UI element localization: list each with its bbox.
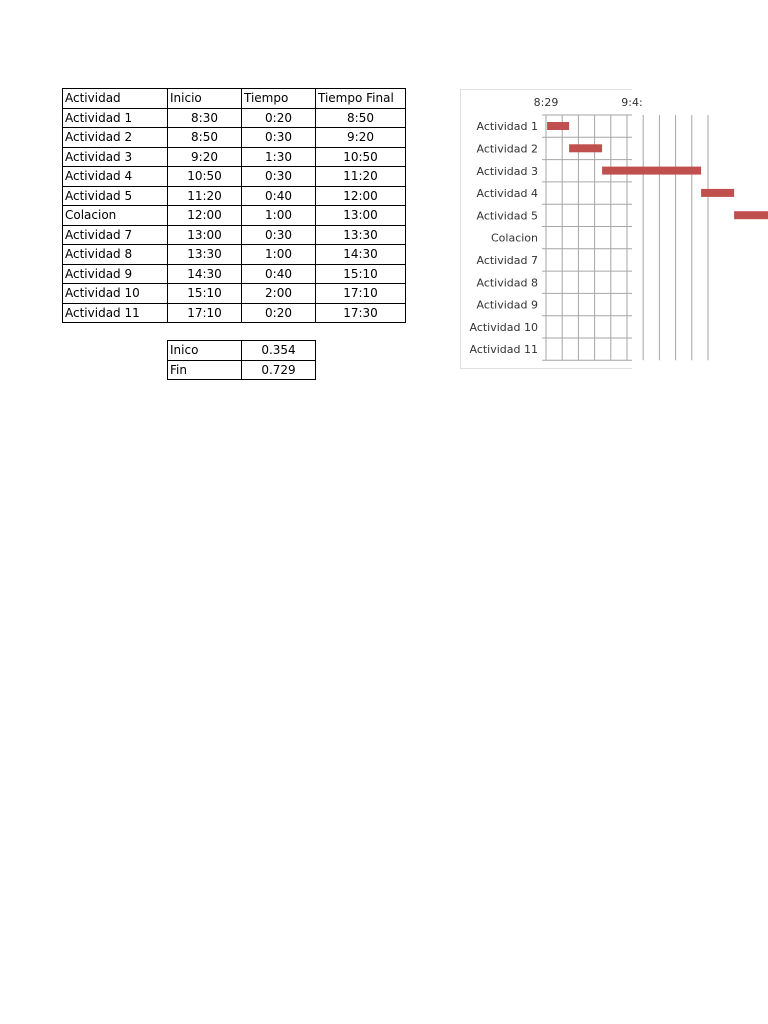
table-cell[interactable]: 14:30 [316, 245, 406, 265]
gantt-category-label: Colacion [490, 231, 538, 245]
gantt-category-label: Actividad 11 [469, 343, 538, 357]
table-cell[interactable]: 1:30 [242, 147, 316, 167]
summary-end-value[interactable]: 0.729 [242, 360, 316, 380]
table-row [63, 264, 406, 284]
summary-row-end [168, 360, 316, 380]
table-cell[interactable]: Actividad 1 [63, 108, 168, 128]
summary-end-label[interactable]: Fin [168, 360, 242, 380]
summary-table [167, 340, 316, 380]
column-header[interactable]: Actividad [63, 89, 168, 109]
gantt-bar[interactable] [734, 211, 768, 219]
table-cell[interactable]: Colacion [63, 206, 168, 226]
table-cell[interactable]: 10:50 [168, 167, 242, 187]
table-cell[interactable]: Actividad 5 [63, 186, 168, 206]
table-cell[interactable]: 15:10 [316, 264, 406, 284]
table-cell[interactable]: Actividad 4 [63, 167, 168, 187]
gantt-category-label: Actividad 3 [476, 164, 538, 178]
table-row [63, 167, 406, 187]
table-row [63, 147, 406, 167]
table-cell[interactable]: Actividad 2 [63, 128, 168, 148]
gantt-chart[interactable] [460, 89, 643, 369]
table-cell[interactable]: 14:30 [168, 264, 242, 284]
column-header[interactable]: Inicio [168, 89, 242, 109]
table-cell[interactable]: Actividad 3 [63, 147, 168, 167]
table-cell[interactable]: 12:00 [168, 206, 242, 226]
table-row [63, 284, 406, 304]
table-cell[interactable]: Actividad 10 [63, 284, 168, 304]
table-cell[interactable]: 13:00 [316, 206, 406, 226]
table-cell[interactable]: 0:30 [242, 128, 316, 148]
table-cell[interactable]: 0:20 [242, 303, 316, 323]
gantt-bar[interactable] [569, 144, 602, 152]
table-row [63, 225, 406, 245]
table-cell[interactable]: 11:20 [316, 167, 406, 187]
gantt-chart-svg [461, 90, 643, 368]
summary-row-start [168, 341, 316, 361]
table-cell[interactable]: 15:10 [168, 284, 242, 304]
table-cell[interactable]: 0:30 [242, 167, 316, 187]
gantt-x-tick-label: 8:29 [533, 96, 559, 109]
table-cell[interactable]: 8:30 [168, 108, 242, 128]
table-cell[interactable]: Actividad 7 [63, 225, 168, 245]
table-cell[interactable]: 13:30 [316, 225, 406, 245]
table-cell[interactable]: 9:20 [316, 128, 406, 148]
table-cell[interactable]: 12:00 [316, 186, 406, 206]
summary-start-value[interactable]: 0.354 [242, 341, 316, 361]
table-row [63, 108, 406, 128]
table-cell[interactable]: 1:00 [242, 206, 316, 226]
table-cell[interactable]: 17:10 [316, 284, 406, 304]
table-row [63, 186, 406, 206]
table-cell[interactable]: 8:50 [316, 108, 406, 128]
gantt-x-tick-label: 9:4: [621, 96, 643, 109]
table-cell[interactable]: 0:40 [242, 186, 316, 206]
gantt-category-label: Actividad 7 [476, 253, 538, 267]
gantt-bar[interactable] [701, 189, 734, 197]
gantt-category-label: Actividad 5 [476, 209, 538, 223]
gantt-category-label: Actividad 2 [476, 142, 538, 156]
table-cell[interactable]: 0:40 [242, 264, 316, 284]
gantt-category-label: Actividad 4 [476, 187, 538, 201]
column-header[interactable]: Tiempo Final [316, 89, 406, 109]
table-row [63, 303, 406, 323]
gantt-bar[interactable] [547, 122, 569, 130]
table-cell[interactable]: Actividad 8 [63, 245, 168, 265]
summary-start-label[interactable]: Inico [168, 341, 242, 361]
table-cell[interactable]: Actividad 9 [63, 264, 168, 284]
table-row [63, 206, 406, 226]
table-cell[interactable]: Actividad 11 [63, 303, 168, 323]
table-cell[interactable]: 0:30 [242, 225, 316, 245]
table-cell[interactable]: 0:20 [242, 108, 316, 128]
schedule-table [62, 88, 406, 323]
table-cell[interactable]: 8:50 [168, 128, 242, 148]
table-cell[interactable]: 13:30 [168, 245, 242, 265]
gantt-category-label: Actividad 1 [476, 120, 538, 134]
gantt-category-label: Actividad 10 [469, 320, 538, 334]
table-cell[interactable]: 13:00 [168, 225, 242, 245]
table-cell[interactable]: 2:00 [242, 284, 316, 304]
table-cell[interactable]: 10:50 [316, 147, 406, 167]
table-cell[interactable]: 17:30 [316, 303, 406, 323]
column-header[interactable]: Tiempo [242, 89, 316, 109]
table-cell[interactable]: 17:10 [168, 303, 242, 323]
table-cell[interactable]: 1:00 [242, 245, 316, 265]
table-cell[interactable]: 11:20 [168, 186, 242, 206]
gantt-category-label: Actividad 9 [476, 298, 538, 312]
gantt-category-label: Actividad 8 [476, 276, 538, 290]
table-header-row [63, 89, 406, 109]
table-cell[interactable]: 9:20 [168, 147, 242, 167]
table-row [63, 245, 406, 265]
table-row [63, 128, 406, 148]
gantt-bar[interactable] [602, 167, 701, 175]
